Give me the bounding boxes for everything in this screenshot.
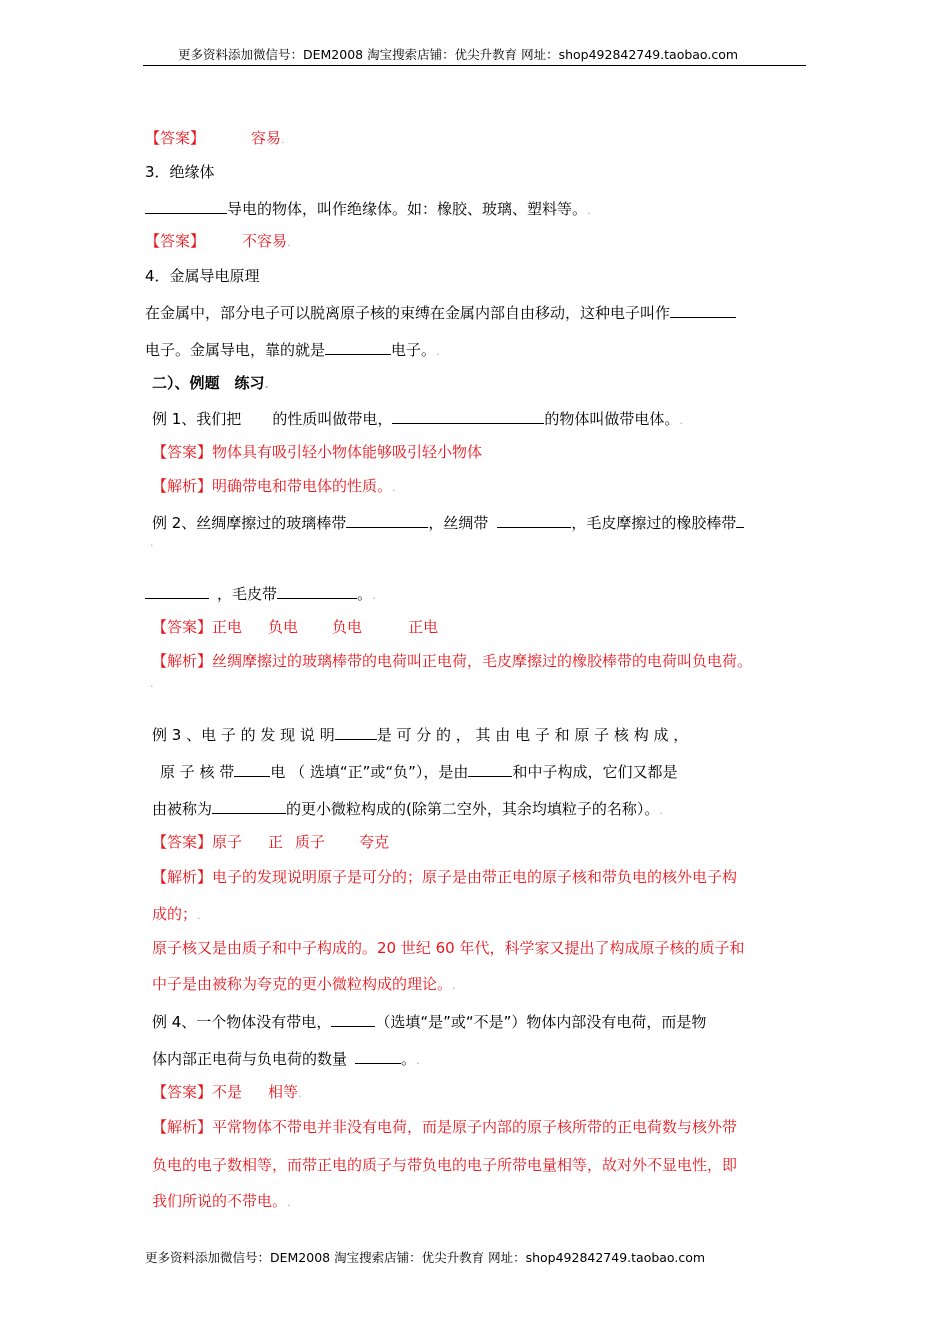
header-rule <box>143 65 806 66</box>
example2-analysis: 【解析】丝绸摩擦过的玻璃棒带的电荷叫正电荷，毛皮摩擦过的橡胶棒带的电荷叫负电荷。 <box>152 652 753 670</box>
blank[interactable] <box>736 511 744 528</box>
example1-answer: 【答案】物体具有吸引轻小物体能够吸引轻小物体 <box>152 443 483 461</box>
example4-analysis-1: 【解析】平常物体不带电并非没有电荷，而是原子内部的原子核所带的正电荷数与核外带 <box>152 1118 738 1136</box>
example3-answer: 【答案】原子 正 质子 夸克 <box>152 833 390 851</box>
item4-line2: 电子。金属导电，靠的就是 电子。. <box>145 338 440 362</box>
example3-analysis-4: 中子是由被称为夸克的更小微粒构成的理论。. <box>152 975 456 993</box>
answer-text: 不容易 <box>242 232 288 250</box>
blank[interactable] <box>468 760 512 777</box>
example3-analysis-2: 成的；. <box>152 905 201 923</box>
example3-line1: 例 3 、电 子 的 发 现 说 明 是 可 分 的 ， 其 由 电 子 和 原 子 核 构 成 ， <box>152 723 688 745</box>
blank[interactable] <box>335 723 377 740</box>
dot-mark: . <box>150 536 154 549</box>
section-title: 二）、例题 练习. <box>152 374 269 392</box>
blank[interactable] <box>497 511 571 528</box>
example4-line1: 例 4、一个物体没有带电， （选填“是”或“不是”）物体内部没有电荷，而是物 <box>152 1010 706 1032</box>
blank[interactable] <box>234 760 270 777</box>
answer-tag: 【答案】 <box>145 129 206 147</box>
answer-easy: 【答案】 容易. <box>145 129 285 147</box>
example3-analysis-3: 原子核又是由质子和中子构成的。20 世纪 60 年代，科学家又提出了构成原子核的质子和 <box>152 939 745 957</box>
blank[interactable] <box>145 197 227 214</box>
item3-title: 3．绝缘体 <box>145 163 215 181</box>
dot-mark: . <box>150 677 154 690</box>
blank[interactable] <box>325 338 391 355</box>
example2-line2: ，毛皮带 。. <box>145 582 376 606</box>
example2-line1: 例 2、丝绸摩擦过的玻璃棒带 ，丝绸带 ，毛皮摩擦过的橡胶棒带 <box>152 511 744 533</box>
item3-text: 导电的物体，叫作绝缘体。如：橡胶、玻璃、塑料等。. <box>145 197 591 221</box>
blank[interactable] <box>392 407 544 424</box>
example1-analysis: 【解析】明确带电和带电体的性质。. <box>152 477 396 495</box>
example1-question: 例 1、我们把 的性质叫做带电， 的物体叫做带电体。. <box>152 407 683 431</box>
page-footer: 更多资料添加微信号：DEM2008 淘宝搜索店铺：优尖升教育 网址：shop492842749.taobao.com <box>145 1250 706 1265</box>
example4-analysis-2: 负电的电子数相等，而带正电的质子与带负电的电子所带电量相等，故对外不显电性，即 <box>152 1156 738 1174</box>
answer-noteasy: 【答案】 不容易. <box>145 232 291 250</box>
blank[interactable] <box>331 1010 375 1027</box>
blank[interactable] <box>355 1047 401 1064</box>
blank[interactable] <box>212 797 286 814</box>
blank[interactable] <box>346 511 428 528</box>
blank[interactable] <box>145 582 209 599</box>
example4-line2: 体内部正电荷与负电荷的数量 。. <box>152 1047 420 1071</box>
answer-text: 容易 <box>251 129 282 147</box>
example3-line3: 由被称为 的更小微粒构成的(除第二空外，其余均填粒子的名称）。. <box>152 797 663 821</box>
example3-analysis-1: 【解析】电子的发现说明原子是可分的；原子是由带正电的原子核和带负电的核外电子构 <box>152 868 738 886</box>
page-header: 更多资料添加微信号：DEM2008 淘宝搜索店铺：优尖升教育 网址：shop492842749.taobao.com <box>178 47 739 62</box>
example4-answer: 【答案】不是 相等. <box>152 1083 302 1101</box>
item4-line1: 在金属中，部分电子可以脱离原子核的束缚在金属内部自由移动，这种电子叫作 <box>145 301 736 323</box>
example3-line2: 原 子 核 带 电 （ 选填“正”或“负”），是由 和中子构成，它们又都是 <box>160 760 677 782</box>
example2-answer: 【答案】正电 负电 负电 正电 <box>152 618 439 636</box>
blank[interactable] <box>277 582 357 599</box>
item4-title: 4．金属导电原理 <box>145 267 260 285</box>
blank[interactable] <box>670 301 736 318</box>
answer-tag: 【答案】 <box>145 232 206 250</box>
example4-analysis-3: 我们所说的不带电。. <box>152 1192 291 1210</box>
